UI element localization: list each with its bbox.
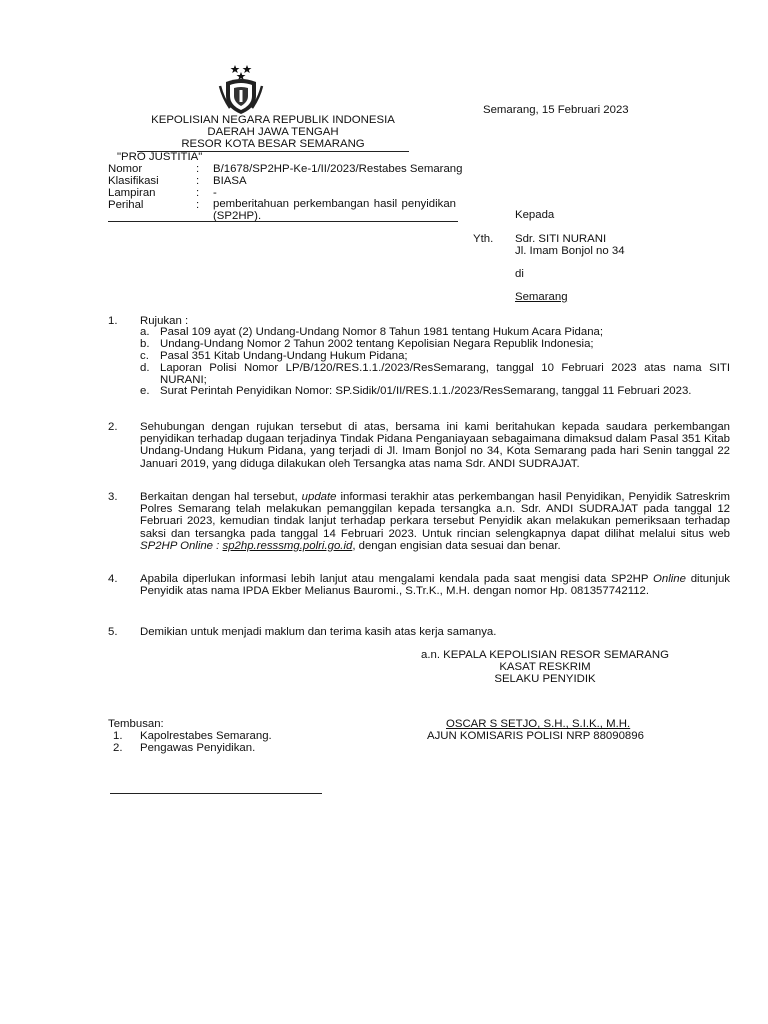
p3-number: 3.: [108, 491, 118, 503]
institution-line-2: DAERAH JAWA TENGAH: [207, 126, 339, 139]
p3-text-a: Berkaitan dengan hal tersebut,: [140, 491, 302, 503]
rujukan-item: Laporan Polisi Nomor LP/B/120/RES.1.1./2023/ResSemarang, tanggal 10 Februari 2023 atas nama SITI NURANI;: [160, 362, 730, 387]
rujukan-item: Undang-Undang Nomor 2 Tahun 2002 tentang Kepolisian Negara Republik Indonesia;: [160, 338, 594, 350]
lampiran-label: Lampiran: [108, 187, 156, 199]
p3-text: [140, 491, 730, 552]
pro-justitia: "PRO JUSTITIA": [117, 151, 203, 163]
tembusan-number: 1.: [113, 730, 123, 742]
p4-online: Online: [653, 573, 686, 585]
signature-line-2: KASAT RESKRIM: [499, 661, 591, 674]
institution-header: [137, 114, 409, 151]
rujukan-item: Surat Perintah Penyidikan Nomor: SP.Sidik/01/II/RES.1.1./2023/ResSemarang, tanggal 11 Februari 2023.: [160, 385, 692, 397]
p4-text-b: ditunjuk Penyidik atas nama IPDA Ekber Melianus Bauromi., S.Tr.K., M.H. dengan nomor Hp. 081357742112.: [140, 573, 730, 598]
tembusan-number: 2.: [113, 742, 123, 754]
tembusan-item: Kapolrestabes Semarang.: [140, 730, 272, 742]
klasifikasi-label: Klasifikasi: [108, 175, 159, 187]
police-emblem-icon: [218, 64, 264, 116]
tembusan-item: Pengawas Penyidikan.: [140, 742, 256, 754]
rujukan-letter: b.: [140, 338, 150, 350]
rujukan-letter: a.: [140, 326, 150, 338]
addressee-address: Jl. Imam Bonjol no 34: [515, 245, 625, 257]
klasifikasi-colon: :: [196, 175, 200, 187]
lampiran-colon: :: [196, 187, 200, 199]
p3-text-b: informasi terakhir atas perkembangan hasil Penyidikan, Penyidik Satreskrim Polres Semarang telah melakukan pemanggilan kepada tersangka a.n. Sdr. ANDI SUDRAJAT pada tanggal 12 Februari 2023, kemudian tindak lanjut terhadap perkara tersebut Penyidik akan melakukan pemeriksaan terhadap saksi dan tersangka pada tanggal 14 Februari 2023. Untuk rincian selengkapnya dapat dilihat melalui situs web: [140, 491, 731, 540]
di-label: di: [515, 268, 524, 280]
signatory-rank: AJUN KOMISARIS POLISI NRP 88090896: [427, 730, 644, 742]
p3-text-c: , dengan engisian data sesuai dan benar.: [352, 539, 561, 552]
institution-line-1: KEPOLISIAN NEGARA REPUBLIK INDONESIA: [151, 114, 395, 126]
tembusan-title: Tembusan:: [108, 718, 164, 730]
signature-line-1: a.n. KEPALA KEPOLISIAN RESOR SEMARANG: [421, 649, 669, 661]
p4-text: [140, 573, 730, 597]
addressee-name: Sdr. SITI NURANI: [515, 233, 607, 245]
nomor-colon: :: [196, 163, 200, 175]
p3-site-link[interactable]: sp2hp.resssmg.polri.go.id: [222, 539, 353, 552]
rujukan-item: Pasal 109 ayat (2) Undang-Undang Nomor 8 Tahun 1981 tentang Hukum Acara Pidana;: [160, 326, 604, 338]
perihal-label: Perihal: [108, 199, 144, 211]
p2-text: Sehubungan dengan rujukan tersebut di atas, bersama ini kami beritahukan kepada saudara perkembangan penyidikan terhadap dugaan terjadinya Tindak Pidana Penganiayaan sebagaimana dimaksud dalam Pasal 351 Kitab Undang-Undang Hukum Pidana, yang terjadi di Jl. Imam Bonjol no 34, Kota Semarang pada hari Senin tanggal 22 Januari 2019, yang diduga dilakukan oleh Tersangka atas nama Sdr. ANDI SUDRAJAT.: [140, 421, 730, 470]
lampiran-value: -: [213, 187, 217, 199]
institution-line-3: RESOR KOTA BESAR SEMARANG: [181, 138, 365, 151]
p1-number: 1.: [108, 315, 118, 327]
rujukan-item: Pasal 351 Kitab Undang-Undang Hukum Pidana;: [160, 350, 408, 362]
rujukan-letter: e.: [140, 385, 150, 397]
p2-number: 2.: [108, 421, 118, 433]
perihal-colon: :: [196, 199, 200, 211]
p1-title: Rujukan :: [140, 315, 189, 327]
p4-text-a: Apabila diperlukan informasi lebih lanjut atau mengalami kendala pada saat mengisi data SP2HP: [140, 573, 654, 585]
place-date: Semarang, 15 Februari 2023: [483, 104, 629, 116]
p3-site-label: SP2HP Online :: [140, 539, 223, 552]
kepada-label: Kepada: [515, 209, 555, 221]
p5-number: 5.: [108, 626, 118, 638]
signatory-name: OSCAR S SETJO, S.H., S.I.K., M.H.: [446, 718, 631, 730]
rujukan-letter: c.: [140, 350, 149, 362]
rujukan-letter: d.: [140, 362, 150, 374]
meta-underline: [108, 221, 458, 222]
signature-line-3: SELAKU PENYIDIK: [494, 673, 596, 686]
yth-label: Yth.: [473, 233, 494, 245]
perihal-value: pemberitahuan perkembangan hasil penyidikan (SP2HP).: [213, 198, 456, 223]
footer-rule: [110, 793, 322, 794]
nomor-value: B/1678/SP2HP-Ke-1/II/2023/Restabes Semarang: [213, 163, 463, 175]
addressee-city: Semarang: [515, 291, 568, 303]
p5-text: Demikian untuk menjadi maklum dan terima kasih atas kerja samanya.: [140, 626, 497, 638]
nomor-label: Nomor: [108, 163, 143, 175]
klasifikasi-value: BIASA: [213, 175, 247, 187]
p3-update: update: [301, 491, 337, 503]
p4-number: 4.: [108, 573, 118, 585]
signature-block: [400, 649, 690, 686]
